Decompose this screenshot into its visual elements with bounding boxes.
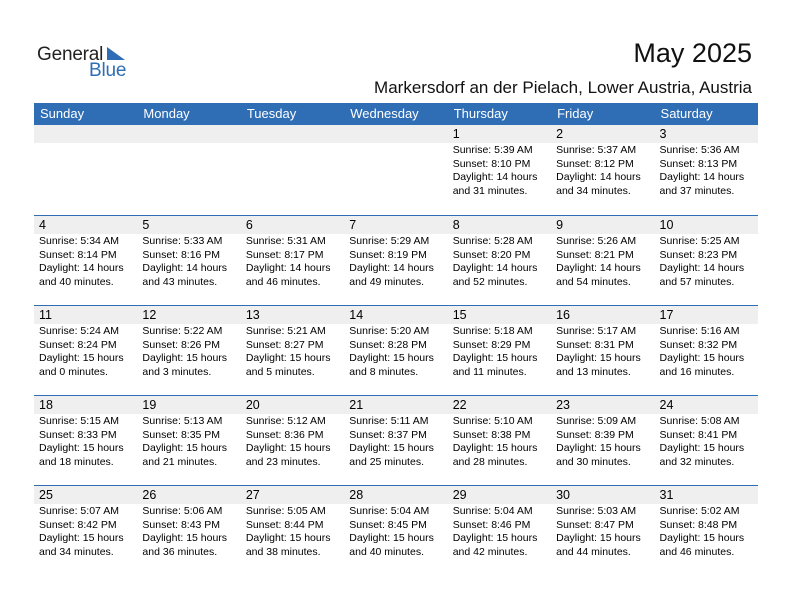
day-daylight1-text: Daylight: 15 hours xyxy=(349,352,434,364)
day-number: 14 xyxy=(349,308,364,322)
calendar-day-empty xyxy=(241,125,344,215)
day-sunrise-text: Sunrise: 5:06 AM xyxy=(142,505,223,517)
day-sun-info xyxy=(556,235,641,289)
day-number: 10 xyxy=(659,218,674,232)
day-band xyxy=(137,216,240,234)
day-daylight2-text: and 31 minutes. xyxy=(452,184,528,197)
day-sunset-text: Sunset: 8:33 PM xyxy=(39,428,117,441)
calendar-day xyxy=(137,215,240,305)
day-sunrise-text: Sunrise: 5:10 AM xyxy=(452,415,533,427)
day-sun-info xyxy=(453,415,538,469)
day-daylight2-text: and 5 minutes. xyxy=(245,365,315,378)
day-daylight1-text: Daylight: 14 hours xyxy=(452,171,538,183)
day-sunset-text: Sunset: 8:45 PM xyxy=(349,518,427,531)
day-sun-info xyxy=(142,415,227,469)
day-daylight2-text: and 13 minutes. xyxy=(556,365,631,378)
day-band xyxy=(34,216,137,234)
day-sun-info xyxy=(39,325,124,379)
day-daylight2-text: and 42 minutes. xyxy=(452,545,528,558)
weekday-thursday: Thursday xyxy=(453,106,508,121)
day-daylight2-text: and 23 minutes. xyxy=(245,455,321,468)
day-sun-info xyxy=(556,144,641,198)
calendar-week xyxy=(34,305,758,395)
calendar-day xyxy=(655,215,758,305)
day-sunrise-text: Sunrise: 5:18 AM xyxy=(452,325,533,337)
day-daylight1-text: Daylight: 15 hours xyxy=(142,352,228,364)
day-daylight1-text: Daylight: 15 hours xyxy=(556,442,641,454)
day-sun-info xyxy=(349,505,434,559)
day-number: 8 xyxy=(452,218,460,232)
weekday-sunday: Sunday xyxy=(40,106,85,121)
day-daylight1-text: Daylight: 15 hours xyxy=(245,532,331,544)
day-daylight2-text: and 52 minutes. xyxy=(452,275,528,288)
day-number: 31 xyxy=(659,488,674,502)
day-sunrise-text: Sunrise: 5:37 AM xyxy=(556,144,637,156)
day-daylight2-text: and 49 minutes. xyxy=(349,275,424,288)
day-daylight2-text: and 54 minutes. xyxy=(556,275,631,288)
day-daylight1-text: Daylight: 14 hours xyxy=(349,262,434,274)
day-sun-info xyxy=(660,415,745,469)
day-sunrise-text: Sunrise: 5:09 AM xyxy=(556,415,637,427)
day-sun-info xyxy=(246,415,331,469)
day-number: 12 xyxy=(142,308,157,322)
day-sunset-text: Sunset: 8:21 PM xyxy=(556,248,634,261)
day-sun-info xyxy=(660,325,745,379)
calendar-day xyxy=(551,305,654,395)
weekday-tuesday: Tuesday xyxy=(246,106,297,121)
day-sunset-text: Sunset: 8:28 PM xyxy=(349,338,427,351)
day-band xyxy=(448,216,551,234)
day-daylight2-text: and 11 minutes. xyxy=(452,365,527,378)
day-sunrise-text: Sunrise: 5:16 AM xyxy=(659,325,740,337)
day-sunrise-text: Sunrise: 5:31 AM xyxy=(245,235,326,247)
calendar-day xyxy=(448,215,551,305)
day-sun-info xyxy=(453,144,538,198)
day-number: 19 xyxy=(142,398,157,412)
day-number: 21 xyxy=(349,398,364,412)
day-sun-info xyxy=(39,235,124,289)
day-sun-info xyxy=(660,235,745,289)
day-sunrise-text: Sunrise: 5:20 AM xyxy=(349,325,430,337)
day-sunset-text: Sunset: 8:48 PM xyxy=(659,518,738,531)
day-sunset-text: Sunset: 8:35 PM xyxy=(142,428,221,441)
calendar-day xyxy=(34,305,137,395)
day-daylight2-text: and 25 minutes. xyxy=(349,455,424,468)
day-sun-info xyxy=(660,505,745,559)
day-band xyxy=(655,125,758,143)
day-daylight2-text: and 21 minutes. xyxy=(142,455,218,468)
day-sunrise-text: Sunrise: 5:15 AM xyxy=(39,415,119,427)
calendar-day xyxy=(137,395,240,485)
day-sunrise-text: Sunrise: 5:12 AM xyxy=(245,415,326,427)
day-sunrise-text: Sunrise: 5:22 AM xyxy=(142,325,223,337)
day-sun-info xyxy=(39,415,124,469)
day-sunset-text: Sunset: 8:44 PM xyxy=(245,518,324,531)
day-sunset-text: Sunset: 8:47 PM xyxy=(556,518,634,531)
calendar-day xyxy=(344,305,447,395)
day-number: 9 xyxy=(556,218,564,232)
day-sunrise-text: Sunrise: 5:05 AM xyxy=(245,505,326,517)
day-sun-info xyxy=(246,235,331,289)
day-sunset-text: Sunset: 8:36 PM xyxy=(245,428,324,441)
day-daylight2-text: and 57 minutes. xyxy=(659,275,735,288)
day-daylight2-text: and 38 minutes. xyxy=(245,545,321,558)
day-daylight2-text: and 36 minutes. xyxy=(142,545,218,558)
day-sunset-text: Sunset: 8:39 PM xyxy=(556,428,634,441)
weekday-wednesday: Wednesday xyxy=(350,106,419,121)
day-band xyxy=(241,125,344,143)
calendar-day xyxy=(655,305,758,395)
day-sun-info xyxy=(660,144,745,198)
day-sunset-text: Sunset: 8:12 PM xyxy=(556,157,634,170)
calendar-day xyxy=(137,485,240,575)
day-sunset-text: Sunset: 8:10 PM xyxy=(452,157,531,170)
day-number: 16 xyxy=(556,308,571,322)
calendar-day xyxy=(241,395,344,485)
day-number: 4 xyxy=(39,218,46,232)
logo-text-blue: Blue xyxy=(89,60,127,81)
calendar-week xyxy=(34,395,758,485)
day-sun-info xyxy=(349,325,434,379)
calendar-day xyxy=(241,215,344,305)
calendar-day xyxy=(655,395,758,485)
day-number: 22 xyxy=(452,398,467,412)
day-daylight1-text: Daylight: 15 hours xyxy=(39,532,124,544)
day-sunset-text: Sunset: 8:42 PM xyxy=(39,518,117,531)
day-daylight1-text: Daylight: 15 hours xyxy=(452,532,538,544)
day-number: 26 xyxy=(142,488,157,502)
day-band xyxy=(241,216,344,234)
calendar-week xyxy=(34,125,758,215)
calendar-grid xyxy=(34,125,758,575)
day-daylight1-text: Daylight: 14 hours xyxy=(556,171,641,183)
calendar-day xyxy=(448,395,551,485)
day-sunrise-text: Sunrise: 5:11 AM xyxy=(349,415,429,427)
day-band xyxy=(34,125,137,143)
calendar-day xyxy=(241,485,344,575)
day-sun-info xyxy=(142,235,227,289)
calendar-week xyxy=(34,485,758,575)
day-sunset-text: Sunset: 8:13 PM xyxy=(659,157,738,170)
calendar-day xyxy=(551,215,654,305)
day-daylight2-text: and 16 minutes. xyxy=(659,365,735,378)
day-daylight1-text: Daylight: 15 hours xyxy=(659,442,745,454)
day-sunset-text: Sunset: 8:32 PM xyxy=(659,338,738,351)
day-daylight1-text: Daylight: 15 hours xyxy=(556,352,641,364)
day-daylight1-text: Daylight: 14 hours xyxy=(142,262,228,274)
day-band xyxy=(551,125,654,143)
day-number: 13 xyxy=(245,308,260,322)
calendar-day xyxy=(34,215,137,305)
day-daylight1-text: Daylight: 15 hours xyxy=(349,442,434,454)
day-daylight2-text: and 43 minutes. xyxy=(142,275,218,288)
day-sun-info xyxy=(142,325,227,379)
day-sunrise-text: Sunrise: 5:36 AM xyxy=(659,144,740,156)
day-daylight2-text: and 32 minutes. xyxy=(659,455,735,468)
day-number: 24 xyxy=(659,398,674,412)
day-number: 30 xyxy=(556,488,571,502)
day-sun-info xyxy=(453,505,538,559)
day-sunset-text: Sunset: 8:29 PM xyxy=(452,338,531,351)
day-number: 17 xyxy=(659,308,674,322)
day-sunrise-text: Sunrise: 5:25 AM xyxy=(659,235,740,247)
day-number: 2 xyxy=(556,127,564,141)
day-sun-info xyxy=(453,235,538,289)
calendar-day xyxy=(655,485,758,575)
day-sun-info xyxy=(556,415,641,469)
day-sunrise-text: Sunrise: 5:26 AM xyxy=(556,235,637,247)
day-sunrise-text: Sunrise: 5:24 AM xyxy=(39,325,119,337)
day-sun-info xyxy=(349,415,434,469)
day-daylight1-text: Daylight: 15 hours xyxy=(142,442,228,454)
day-number: 6 xyxy=(245,218,253,232)
calendar-day xyxy=(448,485,551,575)
day-daylight2-text: and 37 minutes. xyxy=(659,184,735,197)
calendar-day xyxy=(344,485,447,575)
calendar-week xyxy=(34,215,758,305)
day-number: 25 xyxy=(39,488,53,502)
day-daylight1-text: Daylight: 15 hours xyxy=(245,442,331,454)
day-number: 3 xyxy=(659,127,667,141)
day-daylight2-text: and 28 minutes. xyxy=(452,455,528,468)
day-sunset-text: Sunset: 8:31 PM xyxy=(556,338,634,351)
day-number: 11 xyxy=(39,308,52,322)
logo xyxy=(37,44,137,84)
day-daylight1-text: Daylight: 15 hours xyxy=(556,532,641,544)
day-sunset-text: Sunset: 8:20 PM xyxy=(452,248,531,261)
calendar-day xyxy=(344,215,447,305)
page-title: May 2025 xyxy=(633,38,752,68)
day-daylight1-text: Daylight: 15 hours xyxy=(39,442,124,454)
day-daylight1-text: Daylight: 15 hours xyxy=(659,532,745,544)
day-daylight2-text: and 8 minutes. xyxy=(349,365,419,378)
day-daylight1-text: Daylight: 15 hours xyxy=(659,352,745,364)
day-sun-info xyxy=(453,325,538,379)
calendar-day xyxy=(34,395,137,485)
day-daylight1-text: Daylight: 15 hours xyxy=(452,442,538,454)
day-daylight1-text: Daylight: 15 hours xyxy=(349,532,434,544)
day-daylight1-text: Daylight: 15 hours xyxy=(39,352,124,364)
day-band xyxy=(137,125,240,143)
day-sunset-text: Sunset: 8:37 PM xyxy=(349,428,427,441)
day-number: 20 xyxy=(245,398,260,412)
day-daylight2-text: and 3 minutes. xyxy=(142,365,212,378)
calendar-day xyxy=(448,125,551,215)
day-number: 29 xyxy=(452,488,467,502)
day-sunset-text: Sunset: 8:19 PM xyxy=(349,248,427,261)
day-daylight1-text: Daylight: 14 hours xyxy=(452,262,538,274)
calendar-day xyxy=(34,485,137,575)
day-daylight1-text: Daylight: 14 hours xyxy=(659,171,745,183)
calendar-day xyxy=(551,395,654,485)
day-number: 7 xyxy=(349,218,357,232)
day-sunrise-text: Sunrise: 5:34 AM xyxy=(39,235,119,247)
day-sunrise-text: Sunrise: 5:13 AM xyxy=(142,415,223,427)
day-sunset-text: Sunset: 8:46 PM xyxy=(452,518,531,531)
day-daylight2-text: and 34 minutes. xyxy=(556,184,631,197)
day-sunrise-text: Sunrise: 5:04 AM xyxy=(452,505,533,517)
day-sun-info xyxy=(246,505,331,559)
day-sunrise-text: Sunrise: 5:28 AM xyxy=(452,235,533,247)
day-sunrise-text: Sunrise: 5:39 AM xyxy=(452,144,533,156)
weekday-saturday: Saturday xyxy=(660,106,713,121)
day-sunrise-text: Sunrise: 5:03 AM xyxy=(556,505,637,517)
day-sunrise-text: Sunrise: 5:08 AM xyxy=(659,415,740,427)
day-daylight2-text: and 34 minutes. xyxy=(39,545,114,558)
day-number: 23 xyxy=(556,398,571,412)
day-sunset-text: Sunset: 8:43 PM xyxy=(142,518,221,531)
day-band xyxy=(344,216,447,234)
day-sunrise-text: Sunrise: 5:07 AM xyxy=(39,505,119,517)
day-sun-info xyxy=(39,505,124,559)
day-sunset-text: Sunset: 8:16 PM xyxy=(142,248,221,261)
day-sunset-text: Sunset: 8:24 PM xyxy=(39,338,117,351)
day-daylight1-text: Daylight: 15 hours xyxy=(452,352,538,364)
day-band xyxy=(551,216,654,234)
weekday-monday: Monday xyxy=(143,106,190,121)
weekday-friday: Friday xyxy=(557,106,594,121)
calendar-day-empty xyxy=(137,125,240,215)
day-daylight1-text: Daylight: 14 hours xyxy=(39,262,124,274)
calendar-day-empty xyxy=(344,125,447,215)
calendar-day xyxy=(551,485,654,575)
day-sun-info xyxy=(246,325,331,379)
calendar-day-empty xyxy=(34,125,137,215)
day-sunset-text: Sunset: 8:27 PM xyxy=(245,338,324,351)
logo-triangle-icon xyxy=(107,47,125,60)
day-sunrise-text: Sunrise: 5:02 AM xyxy=(659,505,740,517)
location-subtitle: Markersdorf an der Pielach, Lower Austria, Austria xyxy=(374,78,752,97)
day-daylight1-text: Daylight: 15 hours xyxy=(142,532,228,544)
day-number: 27 xyxy=(245,488,260,502)
day-sunrise-text: Sunrise: 5:29 AM xyxy=(349,235,430,247)
day-daylight2-text: and 40 minutes. xyxy=(39,275,114,288)
day-number: 1 xyxy=(452,127,460,141)
day-sun-info xyxy=(142,505,227,559)
day-sunset-text: Sunset: 8:38 PM xyxy=(452,428,531,441)
calendar-day xyxy=(137,305,240,395)
day-daylight1-text: Daylight: 14 hours xyxy=(659,262,745,274)
day-number: 28 xyxy=(349,488,364,502)
calendar-day xyxy=(655,125,758,215)
day-sun-info xyxy=(349,235,434,289)
day-daylight1-text: Daylight: 15 hours xyxy=(245,352,331,364)
day-daylight1-text: Daylight: 14 hours xyxy=(556,262,641,274)
calendar-day xyxy=(344,395,447,485)
day-daylight2-text: and 18 minutes. xyxy=(39,455,114,468)
calendar-day xyxy=(551,125,654,215)
day-sunset-text: Sunset: 8:14 PM xyxy=(39,248,117,261)
day-sunrise-text: Sunrise: 5:17 AM xyxy=(556,325,637,337)
day-sunrise-text: Sunrise: 5:33 AM xyxy=(142,235,223,247)
day-sunrise-text: Sunrise: 5:21 AM xyxy=(245,325,326,337)
day-daylight2-text: and 30 minutes. xyxy=(556,455,631,468)
day-daylight2-text: and 46 minutes. xyxy=(245,275,321,288)
day-sun-info xyxy=(556,325,641,379)
day-sun-info xyxy=(556,505,641,559)
day-sunset-text: Sunset: 8:17 PM xyxy=(245,248,324,261)
weekday-header xyxy=(34,103,758,125)
day-band xyxy=(344,125,447,143)
day-sunset-text: Sunset: 8:23 PM xyxy=(659,248,738,261)
calendar-day xyxy=(241,305,344,395)
day-sunset-text: Sunset: 8:26 PM xyxy=(142,338,221,351)
day-sunrise-text: Sunrise: 5:04 AM xyxy=(349,505,430,517)
day-number: 15 xyxy=(452,308,467,322)
logo-text-general: General xyxy=(37,44,104,65)
day-daylight2-text: and 44 minutes. xyxy=(556,545,631,558)
day-daylight1-text: Daylight: 14 hours xyxy=(245,262,331,274)
calendar-day xyxy=(448,305,551,395)
day-daylight2-text: and 40 minutes. xyxy=(349,545,424,558)
day-number: 5 xyxy=(142,218,150,232)
day-daylight2-text: and 0 minutes. xyxy=(39,365,108,378)
day-number: 18 xyxy=(39,398,53,412)
day-daylight2-text: and 46 minutes. xyxy=(659,545,735,558)
day-band xyxy=(448,125,551,143)
day-sunset-text: Sunset: 8:41 PM xyxy=(659,428,738,441)
